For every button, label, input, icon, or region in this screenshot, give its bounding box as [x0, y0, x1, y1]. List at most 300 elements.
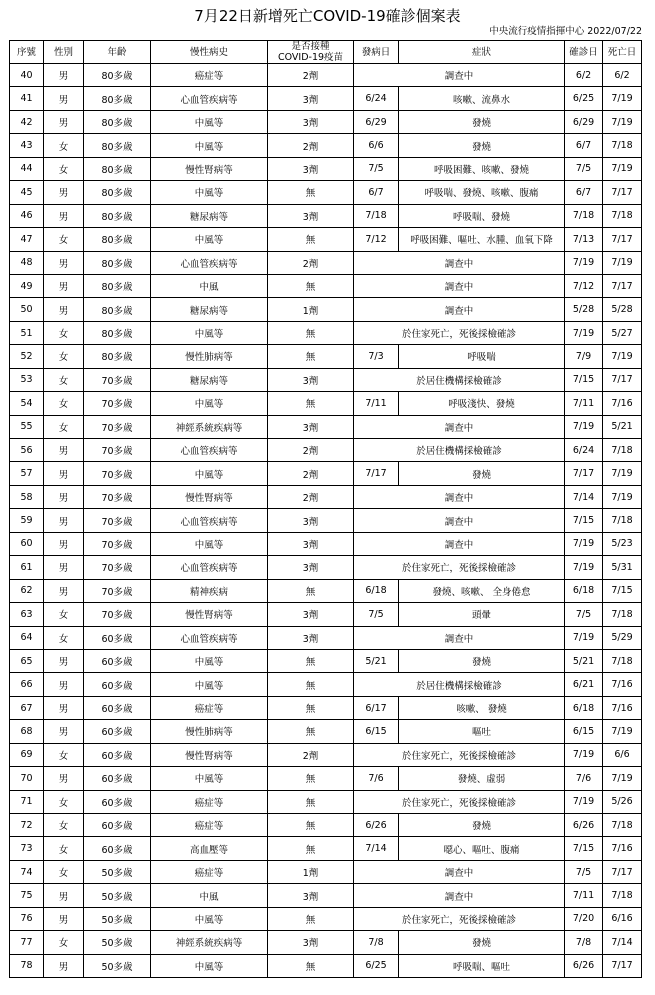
cell-age: 60多歲 — [84, 814, 151, 837]
cell-age: 80多歲 — [84, 87, 151, 110]
cell-symptoms: 於住家死亡，死後採檢確診 — [354, 743, 565, 766]
cell-number: 72 — [10, 814, 44, 837]
cell-confirmed: 7/19 — [565, 790, 603, 813]
cell-symptoms: 於居住機構採檢確診 — [354, 368, 565, 391]
cell-age: 80多歲 — [84, 110, 151, 133]
cell-age: 70多歲 — [84, 556, 151, 579]
cell-history: 慢性腎病等 — [151, 157, 268, 180]
cell-vaccine: 2劑 — [268, 64, 354, 87]
cell-confirmed: 6/25 — [565, 87, 603, 110]
cell-death: 7/16 — [603, 392, 642, 415]
cell-onset: 7/5 — [354, 603, 399, 626]
cell-symptoms: 調查中 — [354, 532, 565, 555]
cell-death: 7/18 — [603, 509, 642, 532]
cell-confirmed: 6/7 — [565, 181, 603, 204]
cell-death: 5/23 — [603, 532, 642, 555]
cell-vaccine: 無 — [268, 767, 354, 790]
table-row — [10, 345, 642, 368]
cell-vaccine: 3劑 — [268, 110, 354, 133]
cell-symptoms: 調查中 — [354, 298, 565, 321]
cell-sex: 男 — [44, 907, 84, 930]
cell-onset: 7/12 — [354, 228, 399, 251]
cell-sex: 男 — [44, 462, 84, 485]
table-row — [10, 696, 642, 719]
cell-age: 60多歲 — [84, 743, 151, 766]
cell-onset: 6/6 — [354, 134, 399, 157]
table-row — [10, 673, 642, 696]
cell-age: 50多歲 — [84, 860, 151, 883]
cell-confirmed: 6/26 — [565, 954, 603, 977]
table-row — [10, 931, 642, 954]
cell-sex: 男 — [44, 251, 84, 274]
cell-history: 癌症等 — [151, 696, 268, 719]
cell-vaccine: 無 — [268, 837, 354, 860]
cell-vaccine: 無 — [268, 345, 354, 368]
cell-vaccine: 1劑 — [268, 860, 354, 883]
table-row — [10, 157, 642, 180]
cell-symptoms: 發燒 — [399, 931, 565, 954]
cell-history: 神經系統疾病等 — [151, 415, 268, 438]
cell-vaccine: 3劑 — [268, 603, 354, 626]
cell-sex: 男 — [44, 509, 84, 532]
cell-symptoms: 呼吸喘 — [399, 345, 565, 368]
cell-symptoms: 調查中 — [354, 274, 565, 297]
cell-symptoms: 咳嗽、流鼻水 — [399, 87, 565, 110]
cell-number: 76 — [10, 907, 44, 930]
cell-symptoms: 於住家死亡，死後採檢確診 — [354, 790, 565, 813]
cell-age: 80多歲 — [84, 204, 151, 227]
cell-number: 71 — [10, 790, 44, 813]
cell-symptoms: 呼吸喘、發燒、咳嗽、腹痛 — [399, 181, 565, 204]
cell-sex: 男 — [44, 439, 84, 462]
cell-death: 7/18 — [603, 204, 642, 227]
cell-number: 47 — [10, 228, 44, 251]
cell-history: 慢性肺病等 — [151, 720, 268, 743]
cell-sex: 女 — [44, 743, 84, 766]
cell-sex: 男 — [44, 767, 84, 790]
cell-sex: 女 — [44, 626, 84, 649]
cell-sex: 女 — [44, 392, 84, 415]
cell-number: 53 — [10, 368, 44, 391]
cell-confirmed: 7/11 — [565, 884, 603, 907]
cell-vaccine: 2劑 — [268, 485, 354, 508]
cell-age: 70多歲 — [84, 415, 151, 438]
cell-vaccine: 3劑 — [268, 157, 354, 180]
cell-symptoms: 頭暈 — [399, 603, 565, 626]
cell-number: 57 — [10, 462, 44, 485]
cell-history: 癌症等 — [151, 860, 268, 883]
cell-symptoms: 發燒 — [399, 110, 565, 133]
cell-confirmed: 7/14 — [565, 485, 603, 508]
table-row — [10, 579, 642, 602]
cell-history: 慢性腎病等 — [151, 603, 268, 626]
cell-history: 慢性肺病等 — [151, 345, 268, 368]
cell-death: 7/17 — [603, 228, 642, 251]
cell-death: 5/28 — [603, 298, 642, 321]
cell-sex: 女 — [44, 814, 84, 837]
cell-sex: 女 — [44, 790, 84, 813]
cell-number: 67 — [10, 696, 44, 719]
cell-number: 63 — [10, 603, 44, 626]
cell-history: 中風等 — [151, 649, 268, 672]
cell-number: 52 — [10, 345, 44, 368]
cell-sex: 男 — [44, 110, 84, 133]
cell-symptoms: 呼吸喘、嘔吐 — [399, 954, 565, 977]
cell-history: 精神疾病 — [151, 579, 268, 602]
cell-confirmed: 7/19 — [565, 251, 603, 274]
cell-sex: 女 — [44, 931, 84, 954]
cell-vaccine: 1劑 — [268, 298, 354, 321]
cell-sex: 男 — [44, 556, 84, 579]
cell-history: 中風等 — [151, 228, 268, 251]
cell-death: 7/14 — [603, 931, 642, 954]
cell-history: 心血管疾病等 — [151, 556, 268, 579]
table-row — [10, 368, 642, 391]
cell-number: 61 — [10, 556, 44, 579]
cell-number: 62 — [10, 579, 44, 602]
cell-vaccine: 無 — [268, 392, 354, 415]
cell-symptoms: 調查中 — [354, 884, 565, 907]
table-row — [10, 181, 642, 204]
cell-vaccine: 無 — [268, 954, 354, 977]
cell-number: 55 — [10, 415, 44, 438]
cell-history: 中風等 — [151, 907, 268, 930]
cell-confirmed: 6/24 — [565, 439, 603, 462]
page-title: 7月22日新增死亡COVID-19確診個案表 — [194, 7, 461, 25]
header-no: 序號 — [10, 41, 44, 64]
cell-confirmed: 7/5 — [565, 603, 603, 626]
cell-symptoms: 於住家死亡，死後採檢確診 — [354, 907, 565, 930]
cell-death: 7/18 — [603, 884, 642, 907]
cell-age: 70多歲 — [84, 439, 151, 462]
cell-sex: 男 — [44, 87, 84, 110]
cell-number: 70 — [10, 767, 44, 790]
header-onset: 發病日 — [354, 41, 399, 64]
cell-vaccine: 2劑 — [268, 251, 354, 274]
cell-symptoms: 發燒、咳嗽、 全身倦怠 — [399, 579, 565, 602]
cell-age: 80多歲 — [84, 274, 151, 297]
cell-death: 7/16 — [603, 837, 642, 860]
table-row — [10, 532, 642, 555]
cell-sex: 男 — [44, 485, 84, 508]
cell-history: 中風等 — [151, 392, 268, 415]
cell-number: 74 — [10, 860, 44, 883]
cell-age: 50多歲 — [84, 954, 151, 977]
cell-death: 5/27 — [603, 321, 642, 344]
cell-death: 7/18 — [603, 649, 642, 672]
cell-sex: 男 — [44, 720, 84, 743]
cell-onset: 7/5 — [354, 157, 399, 180]
cell-vaccine: 3劑 — [268, 884, 354, 907]
cell-history: 癌症等 — [151, 790, 268, 813]
cell-death: 7/18 — [603, 603, 642, 626]
cell-sex: 男 — [44, 274, 84, 297]
cell-sex: 男 — [44, 649, 84, 672]
cell-sex: 女 — [44, 860, 84, 883]
cell-history: 心血管疾病等 — [151, 251, 268, 274]
cell-death: 7/19 — [603, 157, 642, 180]
cell-number: 50 — [10, 298, 44, 321]
cell-number: 58 — [10, 485, 44, 508]
cell-vaccine: 3劑 — [268, 532, 354, 555]
cell-history: 中風等 — [151, 181, 268, 204]
cell-sex: 男 — [44, 673, 84, 696]
cell-onset: 5/21 — [354, 649, 399, 672]
cell-onset: 7/18 — [354, 204, 399, 227]
table-row — [10, 204, 642, 227]
cell-age: 80多歲 — [84, 181, 151, 204]
cell-age: 80多歲 — [84, 64, 151, 87]
cell-symptoms: 呼吸淺快、發燒 — [399, 392, 565, 415]
cell-onset: 7/8 — [354, 931, 399, 954]
cell-number: 54 — [10, 392, 44, 415]
cell-history: 中風等 — [151, 954, 268, 977]
cell-age: 60多歲 — [84, 626, 151, 649]
cell-confirmed: 7/15 — [565, 509, 603, 532]
cell-number: 69 — [10, 743, 44, 766]
cell-sex: 男 — [44, 532, 84, 555]
table-row — [10, 321, 642, 344]
cell-confirmed: 7/9 — [565, 345, 603, 368]
cell-number: 40 — [10, 64, 44, 87]
cell-confirmed: 7/19 — [565, 415, 603, 438]
cell-history: 中風等 — [151, 462, 268, 485]
table-row — [10, 509, 642, 532]
cell-age: 80多歲 — [84, 251, 151, 274]
cell-number: 60 — [10, 532, 44, 555]
cell-death: 7/18 — [603, 439, 642, 462]
cell-vaccine: 3劑 — [268, 204, 354, 227]
cell-age: 80多歲 — [84, 134, 151, 157]
cell-age: 80多歲 — [84, 157, 151, 180]
cell-number: 41 — [10, 87, 44, 110]
cell-symptoms: 噁心、嘔吐、腹痛 — [399, 837, 565, 860]
cell-history: 心血管疾病等 — [151, 626, 268, 649]
header-confirmed: 確診日 — [565, 41, 603, 64]
table-row — [10, 767, 642, 790]
cell-history: 中風等 — [151, 767, 268, 790]
cell-vaccine: 無 — [268, 790, 354, 813]
header-vaccine: 是否接種 COVID-19疫苗 — [268, 41, 354, 64]
cell-death: 7/18 — [603, 814, 642, 837]
cell-history: 癌症等 — [151, 64, 268, 87]
cell-number: 77 — [10, 931, 44, 954]
cell-sex: 男 — [44, 954, 84, 977]
cell-age: 60多歲 — [84, 720, 151, 743]
cell-age: 60多歲 — [84, 837, 151, 860]
cell-symptoms: 調查中 — [354, 860, 565, 883]
cell-history: 高血壓等 — [151, 837, 268, 860]
cell-confirmed: 7/19 — [565, 556, 603, 579]
cell-symptoms: 嘔吐 — [399, 720, 565, 743]
cell-age: 60多歲 — [84, 790, 151, 813]
table-row — [10, 462, 642, 485]
table-row — [10, 743, 642, 766]
cell-vaccine: 3劑 — [268, 931, 354, 954]
cell-death: 7/19 — [603, 345, 642, 368]
cell-sex: 女 — [44, 228, 84, 251]
cell-sex: 女 — [44, 368, 84, 391]
cell-number: 45 — [10, 181, 44, 204]
cell-number: 49 — [10, 274, 44, 297]
cell-history: 中風等 — [151, 321, 268, 344]
cell-death: 5/21 — [603, 415, 642, 438]
cell-death: 5/31 — [603, 556, 642, 579]
cell-number: 44 — [10, 157, 44, 180]
cell-death: 7/17 — [603, 860, 642, 883]
cell-symptoms: 調查中 — [354, 415, 565, 438]
cell-death: 7/19 — [603, 720, 642, 743]
cell-age: 60多歲 — [84, 767, 151, 790]
cell-number: 75 — [10, 884, 44, 907]
cell-sex: 男 — [44, 181, 84, 204]
cell-age: 80多歲 — [84, 228, 151, 251]
table-row — [10, 907, 642, 930]
cell-onset: 7/17 — [354, 462, 399, 485]
table-row — [10, 110, 642, 133]
table-row — [10, 87, 642, 110]
cell-history: 慢性腎病等 — [151, 743, 268, 766]
cell-symptoms: 調查中 — [354, 485, 565, 508]
cell-sex: 女 — [44, 345, 84, 368]
table-body — [10, 64, 642, 978]
cell-sex: 女 — [44, 837, 84, 860]
source-note: 中央流行疫情指揮中心 2022/07/22 — [489, 26, 642, 37]
cell-confirmed: 7/5 — [565, 860, 603, 883]
header-row — [10, 41, 642, 64]
cell-vaccine: 無 — [268, 321, 354, 344]
cell-confirmed: 6/18 — [565, 696, 603, 719]
cell-death: 7/15 — [603, 579, 642, 602]
header-history: 慢性病史 — [151, 41, 268, 64]
cell-confirmed: 7/8 — [565, 931, 603, 954]
cell-vaccine: 3劑 — [268, 556, 354, 579]
cell-vaccine: 無 — [268, 181, 354, 204]
cell-age: 70多歲 — [84, 485, 151, 508]
cell-confirmed: 7/20 — [565, 907, 603, 930]
cell-age: 50多歲 — [84, 907, 151, 930]
cell-confirmed: 7/19 — [565, 532, 603, 555]
cell-age: 80多歲 — [84, 345, 151, 368]
cell-death: 7/17 — [603, 274, 642, 297]
cell-number: 64 — [10, 626, 44, 649]
cell-number: 46 — [10, 204, 44, 227]
table-row — [10, 64, 642, 87]
cell-symptoms: 發燒 — [399, 462, 565, 485]
cell-death: 5/26 — [603, 790, 642, 813]
cell-symptoms: 發燒 — [399, 814, 565, 837]
table-row — [10, 649, 642, 672]
cell-symptoms: 咳嗽、 發燒 — [399, 696, 565, 719]
cell-history: 糖尿病等 — [151, 204, 268, 227]
cell-onset: 6/24 — [354, 87, 399, 110]
cell-history: 慢性腎病等 — [151, 485, 268, 508]
cell-age: 70多歲 — [84, 509, 151, 532]
cell-history: 中風等 — [151, 673, 268, 696]
cell-death: 5/29 — [603, 626, 642, 649]
cell-age: 80多歲 — [84, 321, 151, 344]
cell-history: 心血管疾病等 — [151, 509, 268, 532]
table-row — [10, 228, 642, 251]
cell-age: 70多歲 — [84, 532, 151, 555]
cell-vaccine: 無 — [268, 673, 354, 696]
cell-number: 59 — [10, 509, 44, 532]
cell-death: 6/2 — [603, 64, 642, 87]
cell-age: 70多歲 — [84, 462, 151, 485]
cell-vaccine: 3劑 — [268, 626, 354, 649]
cell-age: 50多歲 — [84, 931, 151, 954]
cell-history: 心血管疾病等 — [151, 87, 268, 110]
cell-symptoms: 呼吸困難、嘔吐、水腫、血氧下降 — [399, 228, 565, 251]
cell-confirmed: 7/11 — [565, 392, 603, 415]
cell-confirmed: 7/6 — [565, 767, 603, 790]
cell-sex: 男 — [44, 298, 84, 321]
cell-sex: 男 — [44, 204, 84, 227]
table-row — [10, 626, 642, 649]
cell-death: 6/6 — [603, 743, 642, 766]
cell-vaccine: 無 — [268, 649, 354, 672]
cell-number: 78 — [10, 954, 44, 977]
cell-history: 糖尿病等 — [151, 298, 268, 321]
cell-vaccine: 3劑 — [268, 87, 354, 110]
cell-onset: 7/3 — [354, 345, 399, 368]
table-row — [10, 814, 642, 837]
cell-vaccine: 無 — [268, 228, 354, 251]
cell-confirmed: 5/28 — [565, 298, 603, 321]
table-row — [10, 790, 642, 813]
cell-death: 7/17 — [603, 368, 642, 391]
cell-history: 中風 — [151, 884, 268, 907]
cell-death: 7/19 — [603, 110, 642, 133]
cell-vaccine: 2劑 — [268, 743, 354, 766]
cell-symptoms: 調查中 — [354, 509, 565, 532]
cell-vaccine: 無 — [268, 720, 354, 743]
cell-sex: 男 — [44, 884, 84, 907]
cell-confirmed: 6/2 — [565, 64, 603, 87]
table-row — [10, 884, 642, 907]
cell-vaccine: 2劑 — [268, 462, 354, 485]
cell-death: 7/19 — [603, 767, 642, 790]
cell-sex: 女 — [44, 134, 84, 157]
cell-history: 心血管疾病等 — [151, 439, 268, 462]
cell-death: 7/18 — [603, 134, 642, 157]
cell-confirmed: 7/19 — [565, 321, 603, 344]
cell-vaccine: 無 — [268, 907, 354, 930]
table-row — [10, 415, 642, 438]
cell-death: 7/19 — [603, 462, 642, 485]
cell-age: 70多歲 — [84, 368, 151, 391]
cell-vaccine: 3劑 — [268, 415, 354, 438]
cell-sex: 女 — [44, 415, 84, 438]
cell-confirmed: 6/21 — [565, 673, 603, 696]
table-row — [10, 485, 642, 508]
header-sex: 性別 — [44, 41, 84, 64]
cell-onset: 6/29 — [354, 110, 399, 133]
cell-history: 糖尿病等 — [151, 368, 268, 391]
cell-symptoms: 於住家死亡，死後採檢確診 — [354, 321, 565, 344]
cell-vaccine: 無 — [268, 696, 354, 719]
cell-history: 神經系統疾病等 — [151, 931, 268, 954]
cell-death: 7/17 — [603, 954, 642, 977]
table-row — [10, 134, 642, 157]
cell-confirmed: 7/17 — [565, 462, 603, 485]
cell-sex: 女 — [44, 321, 84, 344]
cell-symptoms: 呼吸喘、發燒 — [399, 204, 565, 227]
cell-history: 中風等 — [151, 110, 268, 133]
cell-history: 中風 — [151, 274, 268, 297]
cell-vaccine: 2劑 — [268, 134, 354, 157]
cell-age: 70多歲 — [84, 392, 151, 415]
